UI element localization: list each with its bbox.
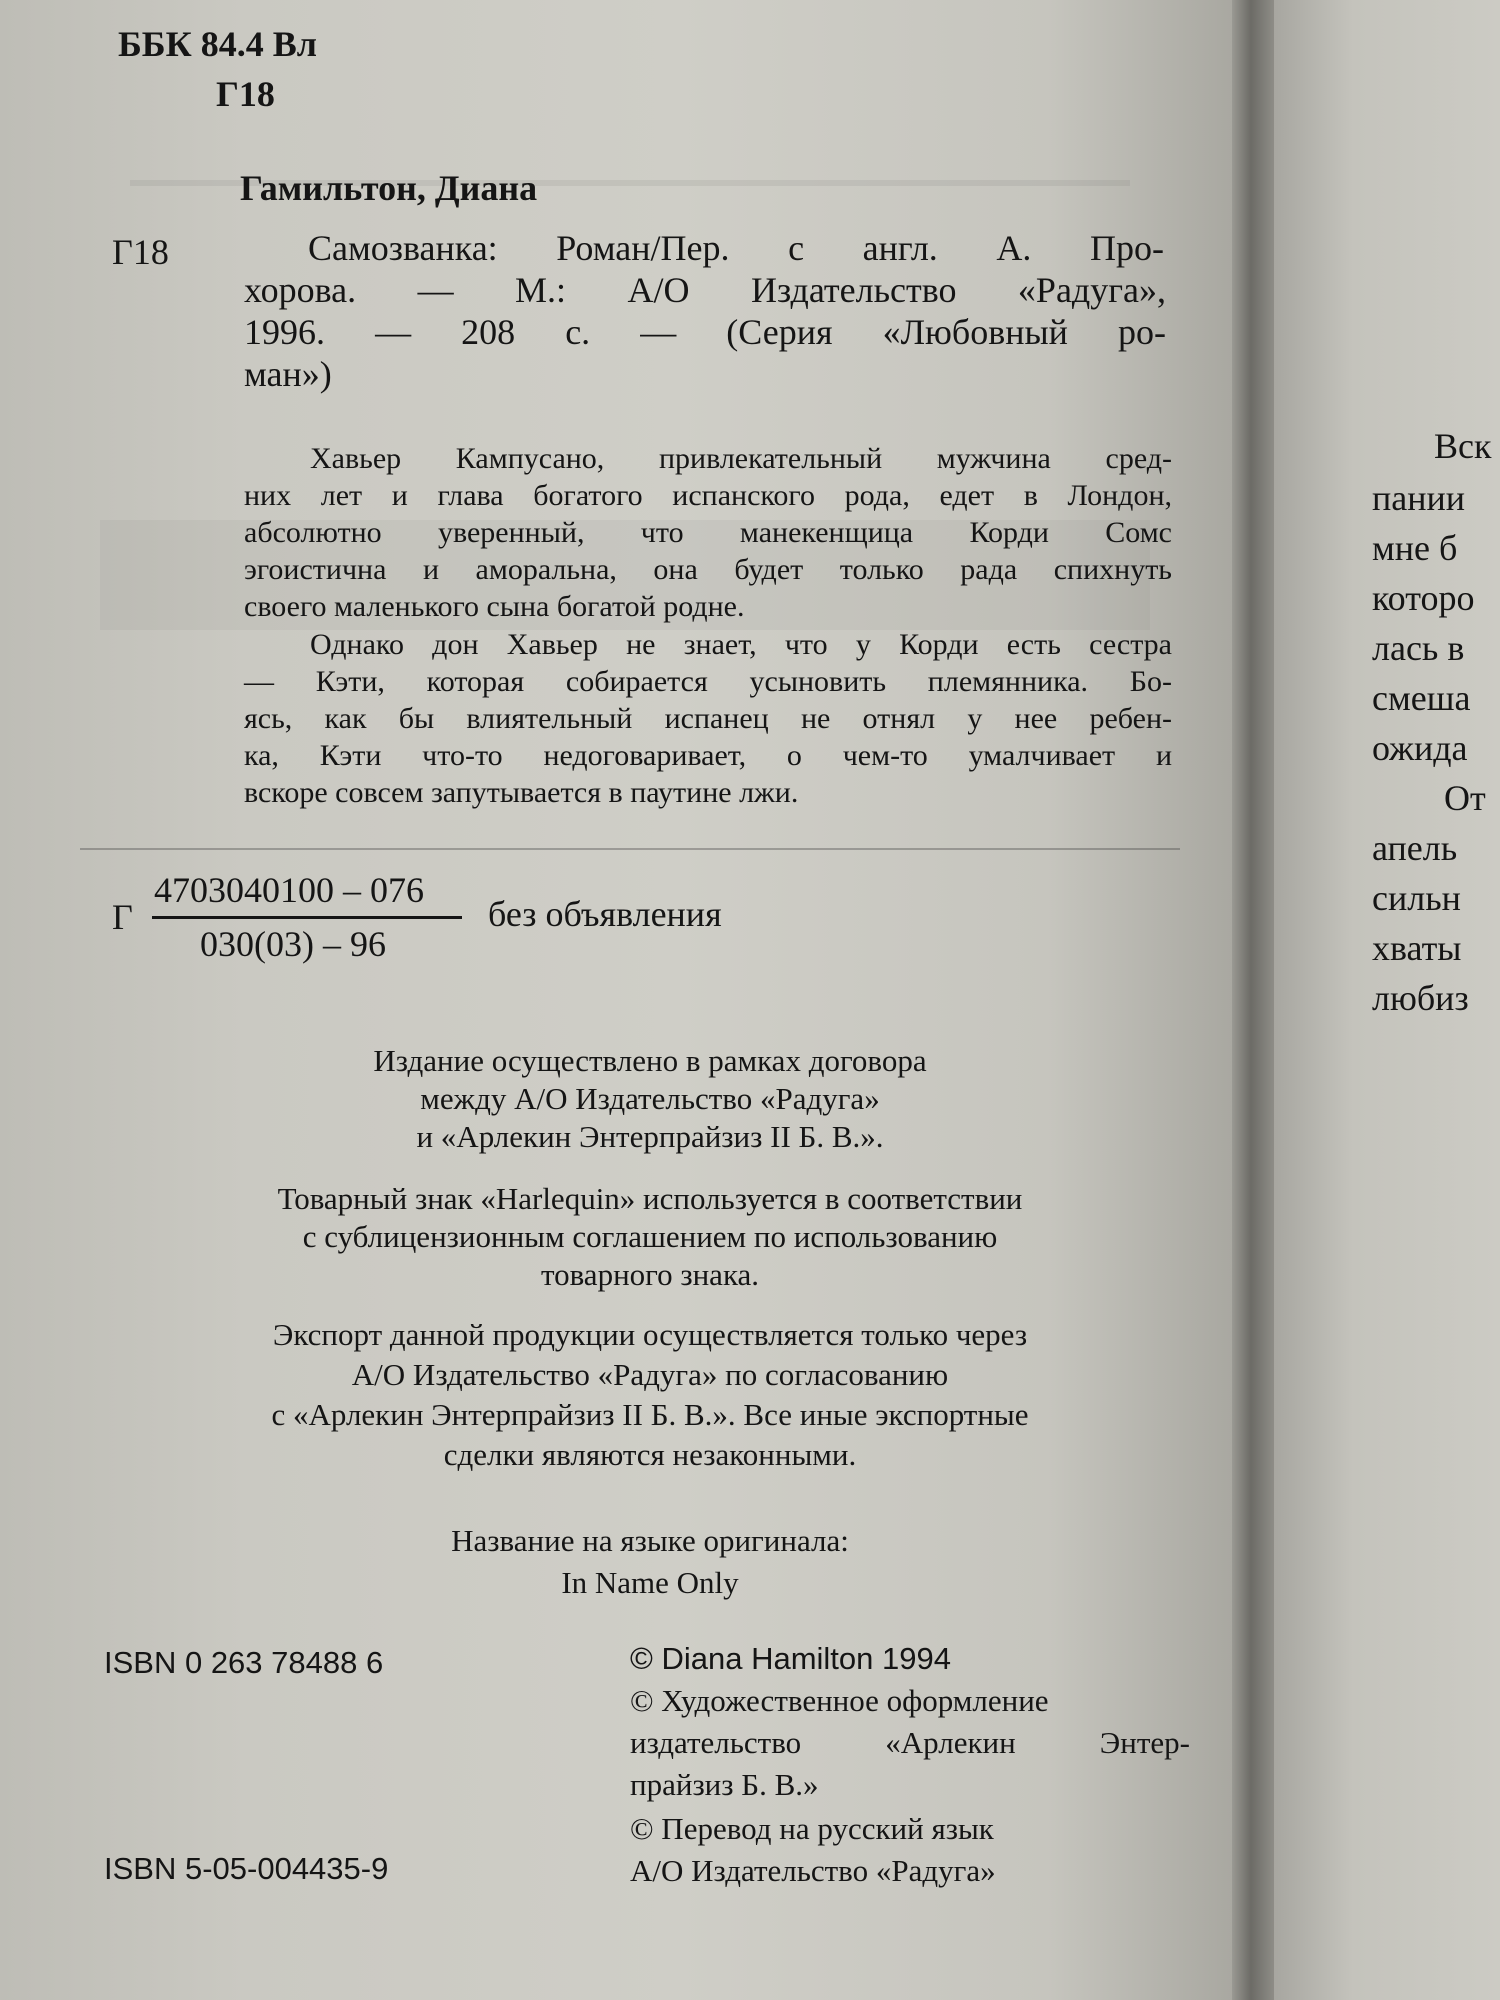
trademark-line: с сублицензионным соглашением по использованию xyxy=(302,1219,998,1254)
agreement-line: Издание осуществлено в рамках договора xyxy=(373,1043,927,1078)
bibliographic-line: 1996. — 208 с. — (Серия «Любовный ро- xyxy=(244,312,1166,352)
facing-page-fragment: От xyxy=(1444,778,1486,818)
annotation-line: Однако дон Хавьер не знает, что у Корди есть сестра xyxy=(310,628,1172,661)
facing-page-fragment: лась в xyxy=(1372,628,1465,668)
facing-page-fragment: апель xyxy=(1372,828,1458,868)
facing-page-fragment: Вск xyxy=(1434,426,1492,466)
isbn-original: ISBN 0 263 78488 6 xyxy=(104,1645,384,1680)
bibliographic-line: Самозванка: Роман/Пер. с англ. А. Про- xyxy=(308,228,1164,268)
export-line: А/О Издательство «Радуга» по согласованию xyxy=(351,1357,949,1392)
export-line: Экспорт данной продукции осуществляется только через xyxy=(272,1317,1028,1352)
index-mark: Г18 xyxy=(112,232,169,272)
classification-denominator: 030(03) – 96 xyxy=(200,924,386,964)
divider-rule xyxy=(80,848,1180,850)
classification-note: без объявления xyxy=(488,894,722,934)
annotation-line: них лет и глава богатого испанского рода, едет в Лондон, xyxy=(244,479,1172,512)
annotation-line: эгоистична и аморальна, она будет только рада спихнуть xyxy=(244,553,1172,586)
classification-numerator: 4703040100 – 076 xyxy=(154,870,424,910)
facing-page-fragment: которо xyxy=(1372,578,1475,618)
annotation-line: ясь, как бы влиятельный испанец не отнял у нее ребен- xyxy=(244,702,1172,735)
author-name: Гамильтон, Диана xyxy=(240,168,538,208)
original-title-label: Название на языке оригинала: xyxy=(451,1523,849,1558)
copyright-line: А/О Издательство «Радуга» xyxy=(630,1853,996,1888)
agreement-line: между А/О Издательство «Радуга» xyxy=(420,1081,880,1116)
export-line: с «Арлекин Энтерпрайзиз II Б. В.». Все иные экспортные xyxy=(271,1397,1029,1432)
copyright-line: © Diana Hamilton 1994 xyxy=(630,1641,951,1676)
original-title: In Name Only xyxy=(561,1565,739,1600)
annotation-line: ка, Кэти что-то недоговаривает, о чем-то умалчивает и xyxy=(244,739,1172,772)
annotation-line: Хавьер Кампусано, привлекательный мужчина сред- xyxy=(310,442,1172,475)
copyright-line: прайзиз Б. В.» xyxy=(630,1767,819,1802)
copyright-line: © Художественное оформление xyxy=(630,1683,1049,1718)
isbn-russian: ISBN 5-05-004435-9 xyxy=(104,1851,389,1886)
fraction-line xyxy=(152,916,462,919)
annotation-line: вскоре совсем запутывается в паутине лжи. xyxy=(244,776,799,809)
facing-page-fragment: ожида xyxy=(1372,728,1468,768)
bibliographic-line: ман») xyxy=(244,354,332,394)
annotation-line: — Кэти, которая собирается усыновить племянника. Бо- xyxy=(244,665,1172,698)
facing-page-fragment: любиз xyxy=(1372,978,1469,1018)
facing-page-fragment: пании xyxy=(1372,478,1466,518)
classification-letter: Г xyxy=(112,897,133,937)
facing-page-fragment: хваты xyxy=(1372,928,1462,968)
bbk-author-mark: Г18 xyxy=(216,74,275,114)
annotation-line: абсолютно уверенный, что манекенщица Корди Сомс xyxy=(244,516,1172,549)
bibliographic-line: хорова. — М.: А/О Издательство «Радуга», xyxy=(244,270,1166,310)
facing-page-fragment: смеша xyxy=(1372,678,1471,718)
trademark-line: товарного знака. xyxy=(540,1257,760,1292)
book-gutter xyxy=(1232,0,1274,2000)
copyright-line: издательство «Арлекин Энтер- xyxy=(630,1725,1190,1760)
trademark-line: Товарный знак «Harlequin» используется в соответствии xyxy=(277,1181,1023,1216)
copyright-line: © Перевод на русский язык xyxy=(630,1811,994,1846)
export-line: сделки являются незаконными. xyxy=(443,1437,857,1472)
facing-page-fragment: сильн xyxy=(1372,878,1461,918)
facing-page-fragment: мне б xyxy=(1372,528,1458,568)
facing-page xyxy=(1274,0,1500,2000)
agreement-line: и «Арлекин Энтерпрайзиз II Б. В.». xyxy=(416,1119,884,1154)
bbk-code: ББК 84.4 Вл xyxy=(118,24,317,64)
annotation-line: своего маленького сына богатой родне. xyxy=(244,590,745,623)
